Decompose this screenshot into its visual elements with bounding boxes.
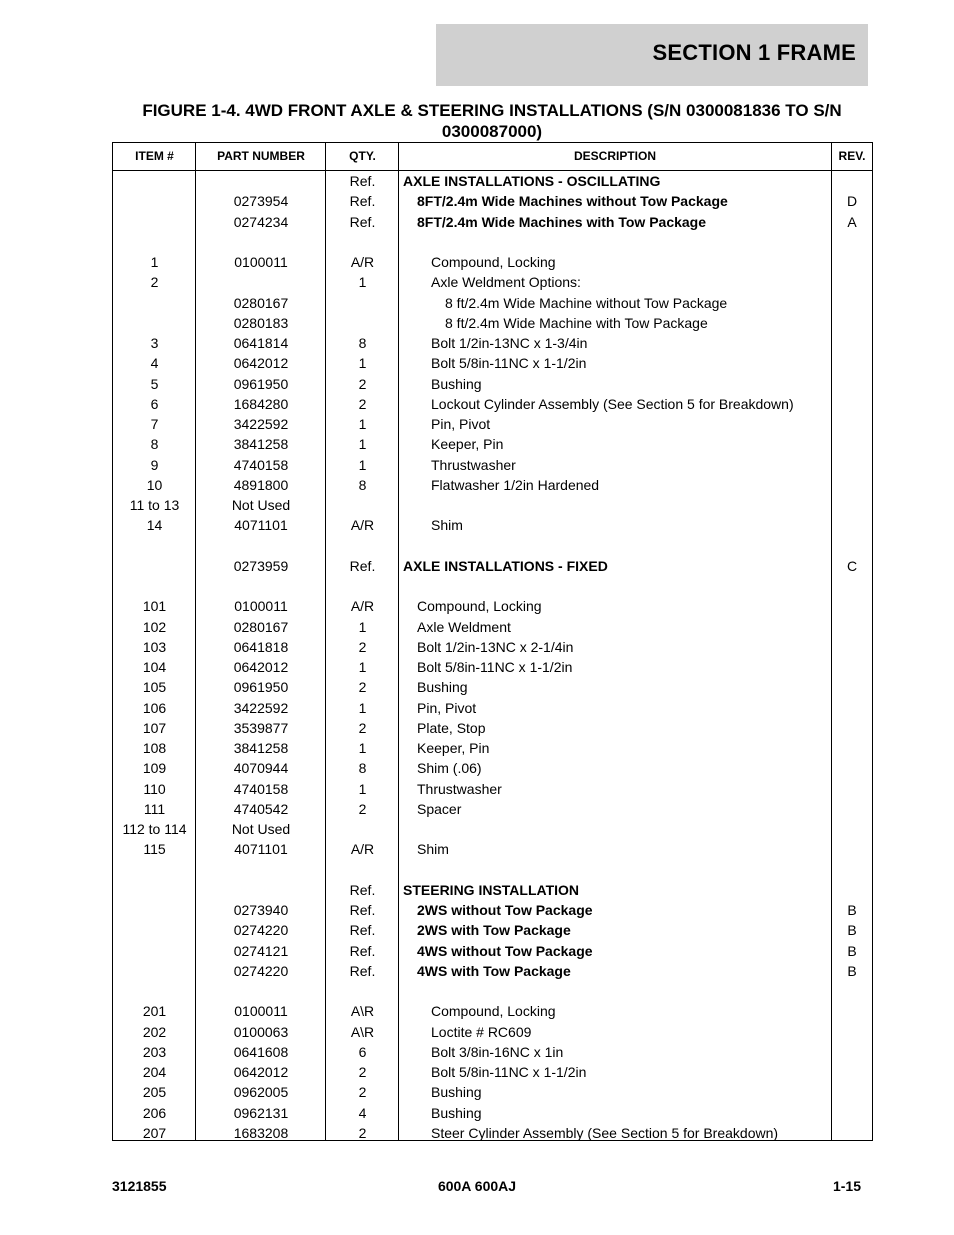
cell-qty: 8 [358,335,367,351]
cell-item: 109 [142,760,167,777]
cell-qty: Ref. [349,902,376,918]
header-qty: QTY. [349,149,376,163]
cell-part-number: 0962005 [233,1084,289,1101]
table-row [113,637,872,657]
cell-part-number: 4071101 [234,841,288,858]
cell-qty: 1 [358,780,367,797]
cell-part-number: 4071101 [234,517,288,534]
table-row [113,961,872,981]
cell-qty: 2 [358,719,367,736]
cell-qty: 2 [358,679,367,696]
cell-qty: 2 [358,1084,367,1101]
table-row [113,272,872,292]
cell-part-number: 0100011 [234,598,288,615]
table-row [113,455,872,475]
cell-description: Plate, Stop [417,719,486,736]
table-row [113,1062,872,1082]
cell-qty: 8 [358,760,367,777]
cell-description: Bolt 3/8in-16NC x 1in [431,1043,564,1060]
cell-part-number: 0100063 [233,1023,289,1040]
cell-item: 205 [142,1084,167,1101]
cell-item: 14 [146,517,163,534]
cell-qty: 2 [358,638,367,655]
cell-item: 112 to 114 [122,821,187,837]
cell-item: 2 [150,274,159,291]
cell-description: Thrustwasher [417,780,502,797]
table-row [113,374,872,394]
section-title: SECTION 1 FRAME [652,40,856,65]
cell-description: Compound, Locking [417,598,542,615]
cell-item: 206 [142,1104,167,1121]
cell-qty: Ref. [349,173,376,189]
table-row [113,1001,872,1021]
cell-description: 8FT/2.4m Wide Machines with Tow Package [417,213,707,230]
cell-item: 111 [143,800,166,817]
table-row [113,536,872,556]
table-row [113,860,872,880]
cell-description: 4WS with Tow Package [417,962,571,979]
cell-description: AXLE INSTALLATIONS - FIXED [403,557,608,574]
cell-part-number: 0642012 [233,355,289,372]
cell-qty: 1 [358,699,367,716]
table-row [113,394,872,414]
cell-description: 2WS without Tow Package [417,902,593,918]
table-row [113,1022,872,1042]
cell-qty: Ref. [349,213,376,230]
cell-part-number: 3422592 [233,416,289,432]
cell-item: 101 [142,598,167,615]
cell-description: Axle Weldment [417,618,511,635]
cell-item: 104 [142,659,167,675]
cell-qty: 1 [358,355,367,372]
cell-description: Bolt 5/8in-11NC x 1-1/2in [431,355,587,372]
cell-part-number: 0962131 [233,1104,289,1121]
table-row [113,779,872,799]
cell-item: 207 [142,1124,167,1141]
cell-item: 4 [150,355,159,372]
table-row [113,1123,872,1143]
cell-description: Bushing [431,1104,482,1121]
cell-qty: 2 [358,800,367,817]
table-row [113,232,872,252]
cell-qty: Ref. [349,193,376,210]
cell-rev: B [847,942,857,959]
cell-part-number: 0274121 [233,942,289,959]
cell-description: AXLE INSTALLATIONS - OSCILLATING [403,173,661,189]
cell-qty: Ref. [349,922,376,939]
cell-description: Flatwasher 1/2in Hardened [431,476,600,493]
header-item: ITEM # [135,149,174,163]
cell-part-number: 4740542 [233,800,289,817]
table-row [113,353,872,373]
cell-description: Bolt 5/8in-11NC x 1-1/2in [431,1064,587,1080]
cell-rev: B [847,902,857,918]
cell-qty: 8 [358,476,367,493]
cell-part-number: 0961950 [233,679,289,696]
table-row [113,212,872,232]
cell-part-number: 3539877 [233,719,289,736]
cell-description: Bushing [417,679,468,696]
cell-description: Loctite # RC609 [431,1023,532,1040]
cell-qty: A\R [350,1023,375,1040]
cell-description: 2WS with Tow Package [417,922,571,939]
cell-part-number: 3841258 [233,740,289,756]
cell-part-number: 0273954 [233,193,289,210]
cell-part-number: 0273940 [233,902,289,918]
cell-rev: A [847,213,857,230]
table-row [113,333,872,353]
table-row [113,515,872,535]
table-row [113,657,872,677]
cell-qty: A/R [350,841,375,858]
cell-qty: 4 [358,1104,367,1121]
cell-part-number: 3422592 [233,699,289,716]
cell-description: 8FT/2.4m Wide Machines without Tow Package [417,193,728,210]
cell-description: Bolt 5/8in-11NC x 1-1/2in [417,659,573,675]
cell-part-number: 0274220 [233,922,289,939]
cell-part-number: 4070944 [233,760,289,777]
cell-qty: 1 [358,740,367,756]
cell-rev: B [847,962,857,979]
cell-qty: 1 [358,618,367,635]
cell-description: Keeper, Pin [431,436,504,453]
table-row [113,677,872,697]
table-row [113,819,872,839]
table-row [113,191,872,211]
cell-description: Bushing [431,1084,482,1101]
header-rev: REV. [838,149,866,163]
table-row [113,799,872,819]
cell-description: Pin, Pivot [417,699,477,716]
cell-item: 1 [150,254,159,270]
table-header-row [113,143,872,171]
table-row [113,981,872,1001]
cell-part-number: 3841258 [233,436,289,453]
header-part-number: PART NUMBER [217,149,305,163]
table-row [113,171,872,191]
cell-qty: 1 [358,274,367,291]
cell-part-number: 0641818 [233,638,289,655]
table-row [113,556,872,576]
cell-description: Bolt 1/2in-13NC x 1-3/4in [431,335,588,351]
cell-item: 11 to 13 [129,497,180,513]
cell-part-number: 0280167 [233,618,289,635]
cell-description: Keeper, Pin [417,740,490,756]
cell-item: 107 [142,719,167,736]
cell-description: STEERING INSTALLATION [403,881,580,898]
cell-part-number: 4740158 [233,780,289,797]
cell-description: 4WS without Tow Package [417,942,593,959]
table-row [113,475,872,495]
cell-part-number: 0642012 [233,659,289,675]
cell-description: Compound, Locking [431,1003,556,1020]
cell-description: Spacer [417,800,462,817]
cell-qty: 1 [358,416,367,432]
cell-rev: D [846,193,858,210]
cell-description: 8 ft/2.4m Wide Machine without Tow Package [445,294,728,311]
cell-description: Shim (.06) [417,760,482,777]
table-row [113,293,872,313]
footer-document-number: 3121855 [112,1178,167,1194]
cell-part-number: 4891800 [233,476,289,493]
cell-item: 103 [142,638,167,655]
cell-rev: C [846,557,858,574]
cell-item: 7 [150,416,159,432]
cell-part-number: 1683208 [233,1124,289,1141]
cell-qty: Ref. [349,962,376,979]
cell-item: 203 [142,1043,167,1060]
cell-qty: A/R [350,598,375,615]
cell-item: 201 [142,1003,167,1020]
table-row [113,941,872,961]
cell-item: 3 [150,335,159,351]
cell-part-number: 0280183 [233,314,289,331]
cell-part-number: Not Used [231,821,291,837]
cell-description: Thrustwasher [431,456,516,473]
footer-model: 600A 600AJ [437,1178,517,1194]
cell-part-number: 0641814 [233,335,289,351]
cell-item: 5 [150,375,159,392]
table-row [113,920,872,940]
table-row [113,617,872,637]
cell-item: 9 [150,456,159,473]
table-row [113,1042,872,1062]
section-banner [436,24,868,86]
parts-table [112,142,873,1141]
cell-item: 202 [142,1023,167,1040]
cell-qty: Ref. [349,881,376,898]
footer-page-number: 1-15 [832,1178,861,1194]
cell-qty: A/R [350,517,375,534]
cell-part-number: 0642012 [233,1064,289,1080]
cell-item: 8 [150,436,159,453]
cell-description: Bolt 1/2in-13NC x 2-1/4in [417,638,574,655]
cell-qty: Ref. [349,942,376,959]
table-row [113,414,872,434]
cell-item: 6 [150,395,159,412]
table-row [113,880,872,900]
table-row [113,1082,872,1102]
cell-item: 102 [142,618,167,635]
cell-part-number: 1684280 [233,395,289,412]
cell-part-number: 0274220 [233,962,289,979]
table-row [113,738,872,758]
cell-qty: 2 [358,1064,367,1080]
cell-description: Lockout Cylinder Assembly (See Section 5 for Breakdown) [431,395,794,412]
cell-qty: 6 [358,1043,367,1060]
cell-item: 115 [143,841,166,858]
cell-rev: B [847,922,857,939]
cell-part-number: 0280167 [233,294,289,311]
table-row [113,252,872,272]
cell-part-number: 0273959 [233,557,289,574]
cell-qty: Ref. [349,557,376,574]
table-body [113,171,872,1143]
cell-qty: 2 [358,395,367,412]
cell-description: Pin, Pivot [431,416,491,432]
cell-description: Shim [431,517,463,534]
cell-item: 10 [146,476,163,493]
cell-part-number: 0641608 [233,1043,289,1060]
cell-part-number: 0100011 [234,1003,288,1020]
cell-qty: 1 [358,436,367,453]
cell-part-number: 0961950 [233,375,289,392]
cell-part-number: 0100011 [234,254,288,270]
table-row [113,1103,872,1123]
cell-qty: A/R [350,254,375,270]
cell-description: Shim [417,841,449,858]
cell-item: 105 [142,679,167,696]
table-row [113,718,872,738]
table-row [113,596,872,616]
cell-item: 106 [142,699,167,716]
cell-item: 110 [143,780,166,797]
cell-description: 8 ft/2.4m Wide Machine with Tow Package [445,314,708,331]
header-description: DESCRIPTION [573,149,656,163]
table-row [113,434,872,454]
cell-qty: 2 [358,1124,367,1141]
table-row [113,576,872,596]
cell-description: Steer Cylinder Assembly (See Section 5 for Breakdown) [431,1124,779,1141]
table-row [113,758,872,778]
cell-part-number: 4740158 [233,456,289,473]
table-row [113,839,872,859]
table-row [113,698,872,718]
cell-qty: A\R [350,1003,375,1020]
figure-title: FIGURE 1-4. 4WD FRONT AXLE & STEERING INSTALLATIONS (S/N 0300081836 TO S/N 0300087000) [142,101,842,141]
cell-description: Axle Weldment Options: [431,274,581,291]
cell-qty: 1 [358,456,367,473]
table-row [113,900,872,920]
cell-description: Bushing [431,375,482,392]
cell-part-number: Not Used [231,497,291,513]
cell-qty: 2 [358,375,367,392]
cell-qty: 1 [358,659,367,675]
table-row [113,313,872,333]
cell-item: 108 [142,740,167,756]
cell-description: Compound, Locking [431,254,556,270]
cell-part-number: 0274234 [233,213,289,230]
table-row [113,495,872,515]
cell-item: 204 [142,1064,167,1080]
